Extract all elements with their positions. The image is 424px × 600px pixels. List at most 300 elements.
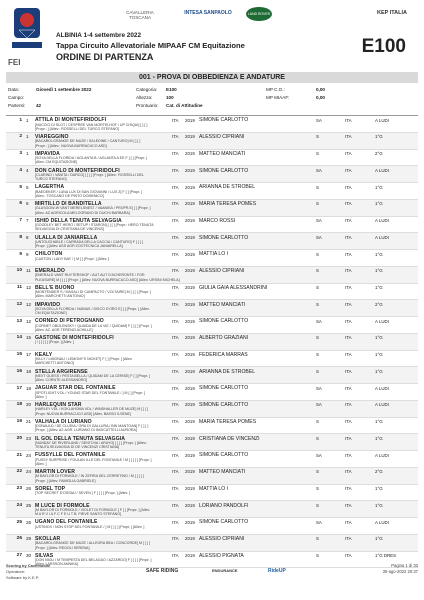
categoria-value: E100 [166, 87, 177, 92]
row-bib: 9 [26, 251, 29, 257]
table-row [6, 384, 418, 401]
rider-club: SA [316, 519, 322, 525]
rider-club: S [316, 536, 319, 542]
horse-name: DON CARLO DI MONTEFIRIDOLFI [35, 167, 120, 174]
row-position: 20 [16, 435, 22, 441]
horse-year: 2019 [185, 352, 195, 358]
table-row [6, 418, 418, 435]
table-row [6, 501, 418, 518]
horse-name: FUSSYLLE DEL FONTANILE [35, 452, 106, 459]
horse-pedigree: [BAEDEKER / LUNA LUX DI SAN GIOVANNI / LUX Z] F [ ] [Propr. ] [35, 189, 143, 194]
mpco-value: 0,00 [316, 87, 325, 92]
rider-nationality: ITA [345, 419, 352, 425]
row-position: 13 [16, 318, 22, 324]
rider-club: S [316, 251, 319, 257]
rider-name: FEDERICA MARRAS [199, 351, 248, 358]
rider-nationality: ITA [345, 502, 352, 508]
rider-nationality: ITA [345, 117, 352, 123]
horse-pedigree: [NUCCIO DI SLOT / CESPREE VAN MORTELHOF / UP CHIQUI] [ ] [ ] [35, 122, 148, 127]
row-bib: 25 [26, 502, 32, 508]
table-row [6, 183, 418, 200]
rider-category: 1°G [375, 536, 383, 542]
rider-category: 2°G [375, 151, 383, 157]
horse-year: 2019 [185, 368, 195, 374]
horse-year: 2019 [185, 301, 195, 307]
rider-nationality: ITA [345, 285, 352, 291]
rider-category: A LUDI [375, 519, 389, 525]
table-row [6, 200, 418, 217]
horse-owner-breeder: PLEASURE] M [ ] [ ] [Propr. ] [Allev. NUOVA BURRACUCO ASD] [Allev. URSINI MICHELA] [35, 277, 180, 282]
row-position: 24 [16, 502, 22, 508]
event-header [56, 32, 356, 62]
rider-category: 1°G [375, 502, 383, 508]
horse-owner-breeder: TENUTA SELVAGGIA DI DE VINCENZI CRISTIANA] [35, 445, 120, 450]
horse-pedigree: [HARLEY VDL / KOKLAHOMA VDL / WINDHALLER DE MUZE] M [ ] [ ] [35, 407, 149, 412]
row-position: 9 [19, 251, 22, 257]
horse-name: GASTONE DI MONTEFIRIDOLFI [35, 335, 114, 342]
horse-nationality: ITA [172, 536, 179, 542]
table-row [6, 401, 418, 418]
row-position: 23 [16, 486, 22, 492]
data-value: Giovedì 1 settembre 2022 [36, 87, 92, 92]
horse-nationality: ITA [172, 318, 179, 324]
rider-name: MATTEO MANCIATI [199, 301, 246, 308]
horse-owner-breeder: [Propr.: ] [Allev.: NUOVA BURRACUCO ASD] [35, 143, 107, 148]
endurance-logo: ENDURANCE [212, 568, 238, 573]
rider-category: 1°G [375, 419, 383, 425]
horse-pedigree: [GLASGOW-W VANT MERELSNEST / VAANIKA / PROPR.E] [ ] [Propr. ] [35, 206, 151, 211]
horse-name: UGANO DEL FONTANILE [35, 519, 98, 526]
rider-nationality: ITA [345, 251, 352, 257]
horse-pedigree: [BACARDI-GRANGE DE MUZE / ALLEGRA BEA / CONCORDE] M [ ] [ ] [35, 541, 151, 546]
row-position: 10 [16, 268, 22, 274]
rider-club: SA [316, 402, 322, 408]
horse-owner-breeder: [Propr. ] [Allev. FAMIGLIA GABRIELE] [35, 478, 96, 483]
horse-nationality: ITA [172, 201, 179, 207]
horse-year: 2019 [185, 469, 195, 475]
table-row [6, 351, 418, 368]
horse-owner-breeder: [Propr. ] [Allev. REGOLI SERENA] [35, 545, 90, 550]
table-row [6, 233, 418, 250]
row-position: 22 [16, 469, 22, 475]
row-position: 26 [16, 536, 22, 542]
row-position: 18 [16, 402, 22, 408]
rider-club: S [316, 469, 319, 475]
rider-nationality: ITA [345, 234, 352, 240]
row-position: 25 [16, 519, 22, 525]
rider-name: LORIANO PANDOLFI [199, 502, 249, 509]
horse-owner-breeder: MARCHETTI ANTONIO] [35, 361, 75, 366]
rider-category: A LUDI [375, 385, 389, 391]
horse-nationality: ITA [172, 285, 179, 291]
row-bib: 8 [26, 234, 29, 240]
table-row [6, 535, 418, 552]
row-bib: 30 [26, 553, 32, 559]
event-date: ALBINIA 1-4 settembre 2022 [56, 32, 142, 39]
horse-nationality: ITA [172, 519, 179, 525]
rider-nationality: ITA [345, 519, 352, 525]
rider-category: 1°G [375, 285, 383, 291]
horse-nationality: ITA [172, 385, 179, 391]
horse-year: 2019 [185, 385, 195, 391]
horse-pedigree: [GOODLEY BET HERO / SETUP / STARON] [ ] [ ] [Propr.: HERO TENUTA [35, 223, 154, 227]
page-footer [6, 560, 418, 596]
horse-owner-breeder: [Propr. ] [Allev. AZ.AGR. LURIANO DI INGICATTELLI AURORA] [35, 428, 137, 433]
horse-pedigree: [CLARINO / VANITA / DARCO] [ ] [ ] [Propr. ] [Allev.: ROSSELLI DEL [35, 172, 144, 177]
horse-pedigree: [SOYA DELLA FLORIDA / AGLANTA B / AGLANTA A EE.F ] [ ] [Propr. ] [35, 156, 148, 160]
horse-owner-breeder: [Allev. CORNTE ALESSANDRO] [35, 378, 88, 383]
rider-club: SA [316, 385, 322, 391]
horse-name: HARLEQUIN STAR [35, 402, 82, 409]
horse-name: IMPAVIDO [35, 301, 61, 308]
table-row [6, 217, 418, 234]
altezza-label: Altezza: [136, 95, 153, 100]
rider-name: SIMONE CARLOTTO [199, 318, 249, 325]
rider-name: SIMONE CARLOTTO [199, 167, 249, 174]
rider-club: SA [316, 318, 322, 324]
horse-year: 2019 [185, 117, 195, 123]
rider-club: S [316, 486, 319, 492]
row-bib: 15 [26, 335, 32, 341]
horse-name: IL GOL DELLA TENUTA SELVAGGIA [35, 435, 126, 442]
row-position: 19 [16, 419, 22, 425]
horse-name: IMPAVIDA [35, 150, 60, 157]
rider-category: A LUDI [375, 218, 389, 224]
horse-pedigree: [DONAULD / DE CLUDIA / ORA DI GALLURA / BIN MANTOAN] F [ ] [ ] [35, 424, 149, 428]
row-bib: 1 [26, 151, 29, 157]
horse-nationality: ITA [172, 486, 179, 492]
horse-name: STELLA ARGIRENSE [35, 368, 88, 375]
horse-owner-breeder: TURCO STEFANO] [35, 177, 67, 182]
row-position: 6 [19, 201, 22, 207]
horse-year: 2019 [185, 452, 195, 458]
rider-nationality: ITA [345, 134, 352, 140]
rider-nationality: ITA [345, 486, 352, 492]
rider-nationality: ITA [345, 151, 352, 157]
row-bib: 29 [26, 536, 32, 542]
horse-nationality: ITA [172, 184, 179, 190]
table-row [6, 267, 418, 284]
rider-name: SIMONE CARLOTTO [199, 402, 249, 409]
prontuario-label: Prontuario: [136, 103, 159, 108]
rider-category: A LUDI [375, 318, 389, 324]
altezza-value: 100 [166, 95, 174, 100]
mpmiaaf-value: 0,00 [316, 95, 325, 100]
rider-nationality: ITA [345, 335, 352, 341]
partenti-label: Partenti: [8, 103, 26, 108]
table-row [6, 367, 418, 384]
horse-pedigree: [FUSSY SURPRISE / FOULAN ILLE DEL FONTANILE / M ] [ ] [ ] [Propr. ] [35, 457, 152, 462]
rider-name: ALESSIO PIGNATA [199, 552, 244, 559]
data-label: Data: [8, 87, 19, 92]
rideup-logo: RideUP [268, 568, 286, 574]
horse-year: 2019 [185, 218, 195, 224]
horse-nationality: ITA [172, 335, 179, 341]
horse-nationality: ITA [172, 469, 179, 475]
horse-pedigree: [SPOTLIGHT VOL / YOUNG STAR DEL FONTANILE / ] M [ ] [Propr. ] [35, 390, 146, 395]
rider-nationality: ITA [345, 435, 352, 441]
rider-nationality: ITA [345, 452, 352, 458]
page-number: Pagina 1 di 33 [391, 563, 418, 568]
horse-pedigree: [SOYA DELLA FLORIDA / NUBIAS / DISCO D'ORO E] [ ] [Propr. ] [Allev. [35, 306, 150, 311]
row-position: 3 [19, 151, 22, 157]
rider-club: SA [316, 452, 322, 458]
rider-category: 2°G [375, 469, 383, 475]
table-row [6, 468, 418, 485]
operator-label: Operatore: [6, 569, 26, 574]
row-bib: 18 [26, 368, 32, 374]
horse-year: 2019 [185, 201, 195, 207]
rider-category: A LUDI [375, 167, 389, 173]
rider-name: MATTEO MANCIATI [199, 469, 246, 476]
row-bib: 26 [26, 519, 32, 525]
sponsor-intesa-sanpaolo: INTESA SANPAOLO [184, 10, 232, 16]
rider-club: S [316, 419, 319, 425]
rider-name: ALESSIO CIPRIANI [199, 134, 245, 141]
horse-nationality: ITA [172, 452, 179, 458]
row-bib: 5 [26, 184, 29, 190]
rider-category: A LUDI [375, 452, 389, 458]
horse-owner-breeder: [Allev. ] [35, 394, 47, 399]
table-row [6, 334, 418, 351]
row-position: 12 [16, 301, 22, 307]
horse-owner-breeder: [Propr. NUOVA BURRACUCO ASD] [Allev. BASSO ILSENE] [35, 411, 131, 416]
mpco-label: MP C.O.: [266, 87, 285, 92]
rider-name: SIMONE CARLOTTO [199, 452, 249, 459]
rider-club: S [316, 201, 319, 207]
horse-nationality: ITA [172, 117, 179, 123]
horse-nationality: ITA [172, 151, 179, 157]
rider-name: MARCO ROSSI [199, 217, 236, 224]
sponsor-kep: KEP ITALIA [376, 10, 408, 16]
categoria-label: Categoria: [136, 87, 158, 92]
row-position: 8 [19, 234, 22, 240]
horse-year: 2019 [185, 536, 195, 542]
horse-pedigree: [CASTON / LADY BAY / ] M [ ] [Propr. ] [Allev. ] [35, 256, 110, 261]
partenti-value: 42 [36, 103, 42, 108]
horse-owner-breeder: [Allev. AZ.AGRICOLA MELOGRANO DI DUCHI BARBARA] [35, 210, 130, 215]
rider-club: S [316, 335, 319, 341]
horse-year: 2019 [185, 435, 195, 441]
rider-category: A LUDI [375, 117, 389, 123]
print-timestamp: 30-ago-2022 20:37 [382, 569, 418, 574]
horse-owner-breeder: M A R V I A F C F E U T B. PIEVE SANTO STEFANO] [35, 512, 122, 517]
horse-pedigree: [NUNDAY DE RIVERLAND / SENTOVA / ARAYO] [ ] [ ] [Propr. ] [Allev.: [35, 440, 148, 445]
horse-name: SILVAS [35, 552, 54, 559]
rider-category: 1°G [375, 435, 383, 441]
rider-club: S [316, 184, 319, 190]
horse-pedigree: [MONTENDER S / MASALI DI CAMPACTO / VOLTAIRE] M [ ] [ ] [Propr. ] [35, 290, 152, 294]
horse-nationality: ITA [172, 234, 179, 240]
table-row [6, 150, 418, 167]
horse-owner-breeder: [Allev.: TOSCANO DE PINTO DOMENICO] [35, 193, 104, 198]
row-position: 11 [16, 285, 22, 291]
rider-name: SIMONE CARLOTTO [199, 519, 249, 526]
horse-year: 2019 [185, 268, 195, 274]
horse-year: 2019 [185, 486, 195, 492]
rider-club: S [316, 553, 319, 559]
event-circuit: Tappa Circuito Allevatoriale MIPAAF CM Equitazione [56, 41, 245, 50]
rider-nationality: ITA [345, 184, 352, 190]
horse-pedigree: [TOP SECRET D'OSSAU / SEVEN ] F [ ] [ ] [Propr. ] [Allev. ] [35, 491, 131, 495]
row-bib: 11 [26, 268, 31, 274]
rider-name: MATTEO MANCIATI [199, 150, 246, 157]
row-bib: 23 [26, 435, 32, 441]
rider-category: 1°G DRES [375, 553, 397, 559]
prontuario-value: Cat. di Attitudine [166, 103, 203, 108]
competition-title: 001 - PROVA DI OBBEDIENZA E ANDATURE [6, 72, 418, 83]
rider-nationality: ITA [345, 318, 352, 324]
horse-year: 2019 [185, 234, 195, 240]
rider-club: S [316, 435, 319, 441]
horse-name: LAGERTHA [35, 184, 65, 191]
rider-category: A LUDI [375, 234, 389, 240]
rider-name: CRISTIANA DE VINCENZI [199, 435, 260, 442]
horse-nationality: ITA [172, 502, 179, 508]
rider-nationality: ITA [345, 536, 352, 542]
info-row-3 [8, 102, 418, 109]
horse-nationality: ITA [172, 402, 179, 408]
rider-club: S [316, 268, 319, 274]
rider-nationality: ITA [345, 469, 352, 475]
row-bib: 17 [26, 352, 32, 358]
rider-name: SIMONE CARLOTTO [199, 234, 249, 241]
horse-pedigree: [KILLY / LIMONAU / LEMONY'S NICKET] F [ ] [Propr. ] [Allev. [35, 357, 133, 361]
rider-nationality: ITA [345, 553, 352, 559]
rider-name: ALBERTO GRAZIANI [199, 335, 249, 342]
rider-category: A LUDI [375, 402, 389, 408]
rider-club: SA [316, 167, 322, 173]
rider-category: 1°G [375, 134, 383, 140]
row-bib: 1 [26, 134, 29, 140]
horse-year: 2019 [185, 335, 195, 341]
horse-name: ULALLA DI JANIARELLA [35, 234, 98, 241]
row-bib: 20 [26, 402, 32, 408]
rider-category: 1°G [375, 201, 383, 207]
row-bib: 24 [26, 469, 32, 475]
rider-club: S [316, 301, 319, 307]
rider-category: 2°G [375, 301, 383, 307]
rider-name: ALESSIO CIPRIANI [199, 536, 245, 543]
horse-owner-breeder: SELVAGGIA DI CRISTIANA DE VINCENZI] [35, 227, 105, 232]
horse-nationality: ITA [172, 167, 179, 173]
table-row [6, 284, 418, 301]
table-row [6, 518, 418, 535]
row-position: 21 [16, 452, 22, 458]
row-position: 2 [19, 134, 22, 140]
row-bib: 18 [26, 385, 32, 391]
horse-name: KEALY [35, 351, 53, 358]
horse-pedigree: [USTINOX / NON STOP DEL FONTANILE / ] M [ ] [ ] [Propr. ] [Allev. ] [35, 524, 145, 529]
horse-name: MARTIN LOVER [35, 469, 75, 476]
horse-nationality: ITA [172, 268, 179, 274]
horse-pedigree: [M BAYLOR DI FORMOLE / IN ZEFIRA DEL CERRETINO / M ] [ ] [ ] [35, 474, 144, 479]
rider-nationality: ITA [345, 201, 352, 207]
row-position: 1 [19, 117, 22, 123]
rider-club: SA [316, 234, 322, 240]
document-title: ORDINE DI PARTENZA [56, 52, 154, 62]
horse-name: ISHID DELLA TENUTA SELVAGGIA [35, 217, 122, 224]
horse-owner-breeder: [Propr. ] [Allev. ASS AGR ZOOTECNICA JANIARELLA] [35, 244, 123, 249]
horse-pedigree: [NEXT GUESS / PESTA BELLA / QUIDAM DE LA CERISE] F [ ] [Propr. ] [35, 373, 151, 378]
table-row [6, 485, 418, 502]
horse-name: JAGUAR STAR DEL FONTANILE [35, 385, 116, 392]
horse-nationality: ITA [172, 301, 179, 307]
horse-year: 2019 [185, 318, 195, 324]
rider-nationality: ITA [345, 167, 352, 173]
sponsor-land-rover: LAND ROVER [246, 7, 272, 21]
horse-name: CHILOTON [35, 251, 63, 258]
rider-nationality: ITA [345, 368, 352, 374]
row-position: 7 [19, 218, 22, 224]
row-position: 4 [19, 167, 22, 173]
rider-club: S [316, 368, 319, 374]
horse-owner-breeder: [Allev. LARSSON ANNIKA] [35, 562, 78, 567]
row-bib: 26 [26, 486, 32, 492]
horse-nationality: ITA [172, 419, 179, 425]
horse-owner-breeder: [Propr.: ] [Allev.: ROSSELLI DEL TURCO STEFANO] [35, 126, 120, 131]
row-bib: 12 [26, 285, 32, 291]
horse-name: CORNEO DI PETROGNANO [35, 318, 104, 325]
horse-pedigree: [M BAYLOR DI FORMOLE / VIOLET DI FORMOLE ] F [ ] [Propr. ] [Allev. [35, 507, 151, 512]
horse-year: 2019 [185, 251, 195, 257]
rider-nationality: ITA [345, 218, 352, 224]
sponsor-strip [0, 6, 424, 30]
horse-name: MIRTILLO DI BANDITELLA [35, 201, 102, 208]
horse-name: M LUCE DI FORMOLE [35, 502, 90, 509]
horse-owner-breeder: CM EQUITAZIONE] [35, 311, 67, 316]
rider-category: 1°G [375, 184, 383, 190]
rider-category: 1°G [375, 352, 383, 358]
row-bib: 21 [26, 419, 32, 425]
horse-pedigree: [CORNET OBOLENSKY / QUAIDA DE LA VIE / QUIDAM] F [ ] [ ] [Propr. ] [35, 323, 152, 328]
horse-name: VIAREGGINO [35, 134, 69, 141]
horse-year: 2019 [185, 151, 195, 157]
row-bib: 24 [26, 452, 32, 458]
row-position: 14 [16, 335, 22, 341]
rider-nationality: ITA [345, 301, 352, 307]
horse-nationality: ITA [172, 134, 179, 140]
row-position: 16 [16, 368, 22, 374]
rider-club: S [316, 502, 319, 508]
rider-name: SIMONE CARLOTTO [199, 117, 249, 124]
horse-pedigree: [UNTOUCHABLE / CARRADA DELLA CACCIA / CANTURO] F [ ] [ ] [35, 239, 143, 244]
horse-owner-breeder: [Allev. AZ. AGR.TERENZI ACHILLE] [35, 327, 93, 332]
row-bib: 12 [26, 318, 32, 324]
table-row [6, 250, 418, 267]
table-row [6, 451, 418, 468]
campo-label: Campo: [8, 95, 25, 100]
horse-nationality: ITA [172, 251, 179, 257]
horse-name: SOREL TOP [35, 485, 66, 492]
mpmiaaf-label: MP MIAAF: [266, 95, 290, 100]
rider-name: SIMONE CARLOTTO [199, 385, 249, 392]
table-row [6, 434, 418, 451]
rider-club: SA [316, 117, 322, 123]
horse-pedigree: [ / ] [ ] [ ] [Propr. ] [Allev. ] [35, 340, 75, 345]
horse-owner-breeder: [Allev. ] [35, 461, 47, 466]
horse-pedigree: [EMERALD VANT RUYTERSHOF / AUT AUT D'ACHERONTE / FOR [35, 273, 145, 278]
rider-club: S [316, 285, 319, 291]
horse-year: 2019 [185, 134, 195, 140]
horse-owner-breeder: [Allev. MARCHETTI ANTONIO] [35, 294, 85, 299]
horse-year: 2019 [185, 553, 195, 559]
horse-nationality: ITA [172, 218, 179, 224]
rider-nationality: ITA [345, 352, 352, 358]
horse-year: 2019 [185, 519, 195, 525]
rider-name: ALESSIO CIPRIANI [199, 268, 245, 275]
rider-club: S [316, 151, 319, 157]
